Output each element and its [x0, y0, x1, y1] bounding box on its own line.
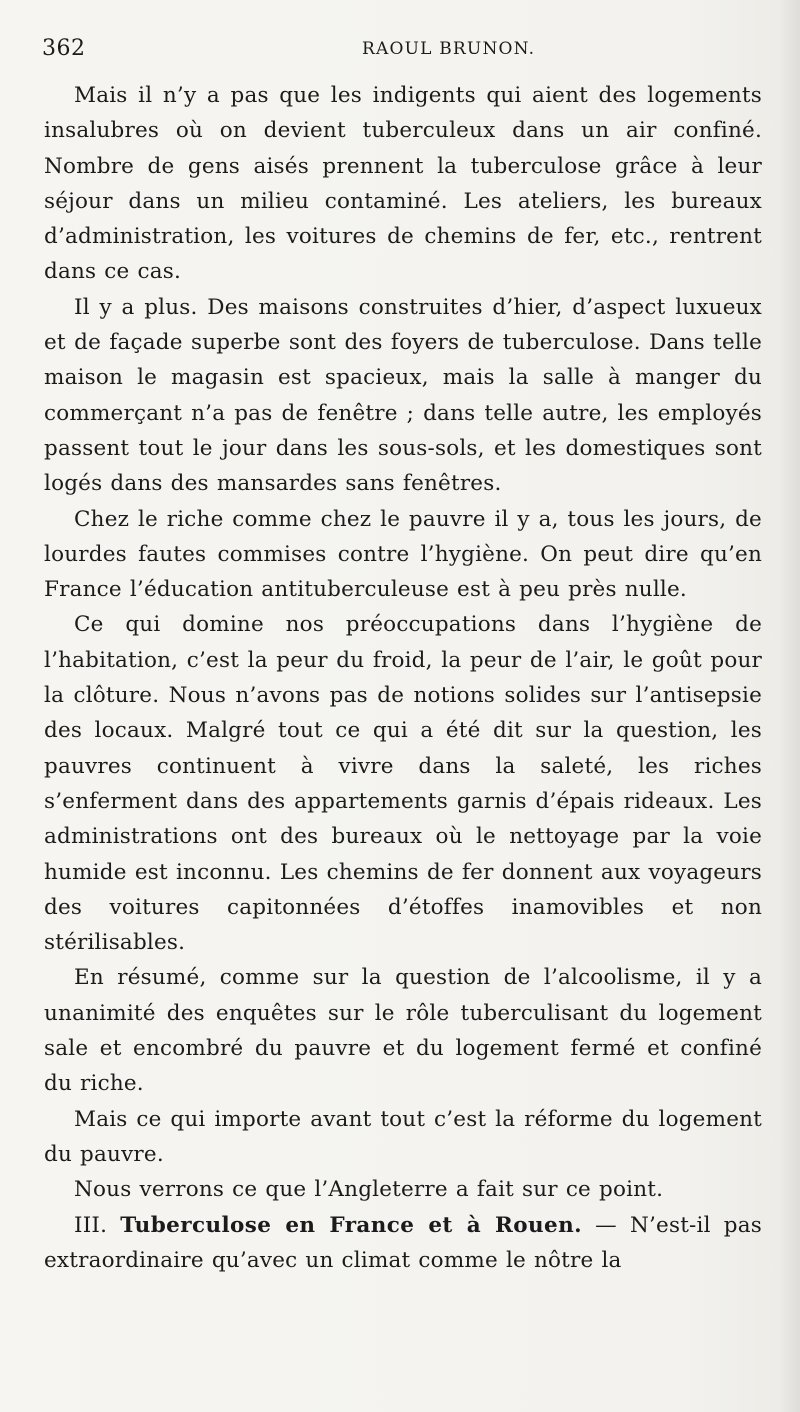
- page-number: 362: [42, 36, 86, 61]
- running-title: RAOUL BRUNON.: [362, 39, 536, 59]
- page-edge-shadow: [778, 0, 800, 1412]
- paragraph-6: Mais ce qui importe avant tout c’est la réforme du logement du pauvre.: [44, 1106, 762, 1167]
- paragraph-5: En résumé, comme sur la question de l’alcoolisme, il y a unanimité des enquêtes sur le rôle tuberculisant du logement sale et encombré du pauvre et du logement fermé et confiné du riche.: [44, 965, 762, 1097]
- section-text: N’est-il pas extraordinaire qu’avec un climat comme le nôtre la: [44, 1212, 762, 1273]
- paragraph-2: Il y a plus. Des maisons construites d’hier, d’aspect luxueux et de façade superbe sont des foyers de tuberculose. Dans telle maison le magasin est spacieux, mais la salle à manger du commerçant n’a pas de fenêtre ; dans telle autre, les employés passent tout le jour dans les sous-sols, et les domestiques sont logés dans des mansardes sans fenêtres.: [44, 294, 762, 497]
- section-number: III.: [74, 1212, 108, 1238]
- paragraph-7: Nous verrons ce que l’Angleterre a fait sur ce point.: [74, 1177, 664, 1203]
- section-dash: —: [582, 1212, 630, 1238]
- running-head: [42, 36, 762, 66]
- paragraph-4: Ce qui domine nos préoccupations dans l’hygiène de l’habitation, c’est la peur du froid, la peur de l’air, le goût pour la clôture. Nous n’avons pas de notions solides sur l’antisepsie des locaux. Malgré tout ce qui a été dit sur la question, les pauvres continuent à vivre dans la saleté, les riches s’enferment dans des appartements garnis d’épais rideaux. Les administrations ont des bureaux où le nettoyage par la voie humide est inconnu. Les chemins de fer donnent aux voyageurs des voitures capitonnées d’étoffes inamovibles et non stérilisables.: [44, 612, 762, 956]
- paragraph-1: Mais il n’y a pas que les indigents qui aient des logements insalubres où on devient tuberculeux dans un air confiné. Nombre de gens aisés prennent la tuberculose grâce à leur séjour dans un milieu contaminé. Les ateliers, les bureaux d’administration, les voitures de chemins de fer, etc., rentrent dans ce cas.: [44, 83, 762, 285]
- paragraph-3: Chez le riche comme chez le pauvre il y a, tous les jours, de lourdes fautes commises contre l’hygiène. On peut dire qu’en France l’éducation antituberculeuse est à peu près nulle.: [44, 506, 762, 603]
- section-paragraph: [44, 1208, 762, 1279]
- section-heading: Tuberculose en France et à Rouen.: [120, 1212, 583, 1238]
- body-text: [44, 78, 762, 1278]
